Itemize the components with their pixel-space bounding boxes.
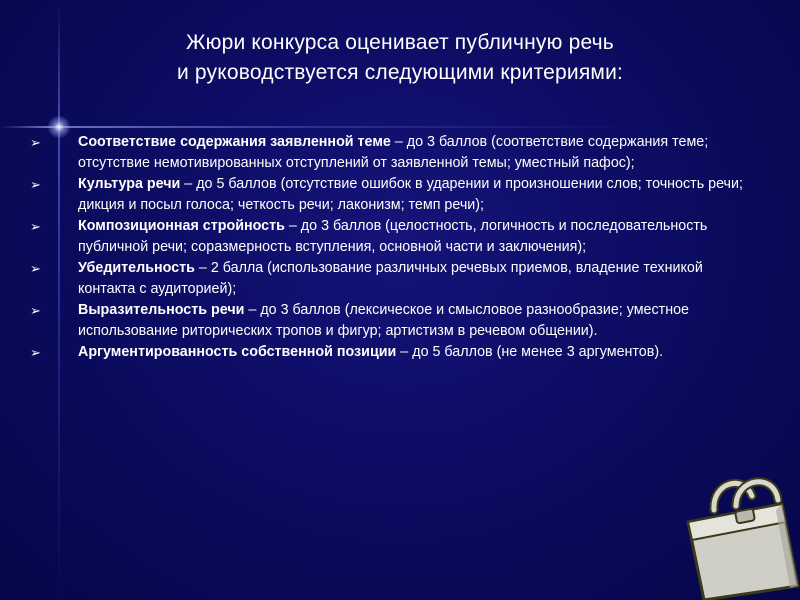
criteria-item	[30, 258, 750, 300]
criteria-item-text	[78, 174, 750, 216]
criteria-item-description: – до 5 баллов (не менее 3 аргументов).	[396, 344, 664, 360]
criteria-item-description: – до 3 баллов (целостность, логичность и последовательность публичной речи; соразмерность вступления, основной части и заключения);	[78, 218, 708, 255]
criteria-item-name: Соответствие содержания заявленной теме	[78, 134, 391, 150]
title-line-1: Жюри конкурса оценивает публичную речь	[186, 31, 614, 54]
arrow-bullet-icon: ➢	[30, 219, 41, 234]
criteria-item	[30, 342, 750, 363]
arrow-bullet-icon: ➢	[30, 135, 41, 150]
criteria-item	[30, 300, 750, 342]
criteria-item-name: Убедительность	[78, 260, 195, 276]
arrow-bullet-icon: ➢	[30, 177, 41, 192]
criteria-item	[30, 216, 750, 258]
arrow-bullet-icon: ➢	[30, 261, 41, 276]
shopping-bag-icon	[674, 470, 800, 600]
criteria-item	[30, 132, 750, 174]
criteria-item-text	[78, 132, 750, 174]
criteria-item-description: – до 3 баллов (соответствие содержания теме; отсутствие немотивированных отступлений от заявленной темы; уместный пафос);	[78, 134, 709, 171]
title-line-2: и руководствуется следующими критериями:	[176, 61, 624, 84]
criteria-item-name: Композиционная стройность	[78, 218, 285, 234]
criteria-item-description: – 2 балла (использование различных речевых приемов, владение техникой контакта с аудиторией);	[78, 260, 703, 297]
slide-title	[80, 28, 720, 88]
criteria-item-text	[78, 216, 750, 258]
arrow-bullet-icon: ➢	[30, 345, 41, 360]
criteria-item-text	[78, 342, 750, 363]
criteria-item-name: Выразительность речи	[78, 302, 245, 318]
decorative-horizontal-line	[0, 126, 800, 128]
criteria-item	[30, 174, 750, 216]
criteria-list	[30, 132, 750, 363]
criteria-item-name: Аргументированность собственной позиции	[78, 344, 397, 360]
arrow-bullet-icon: ➢	[30, 303, 41, 318]
criteria-item-description: – до 3 баллов (лексическое и смысловое разнообразие; уместное использование риторических тропов и фигур; артистизм в речевом общении).	[78, 302, 689, 339]
criteria-item-name: Культура речи	[78, 176, 181, 192]
criteria-item-text	[78, 258, 750, 300]
criteria-item-description: – до 5 баллов (отсутствие ошибок в ударении и произношении слов; точность речи; дикция и посыл голоса; четкость речи; лаконизм; темп речи);	[78, 176, 743, 213]
criteria-item-text	[78, 300, 750, 342]
